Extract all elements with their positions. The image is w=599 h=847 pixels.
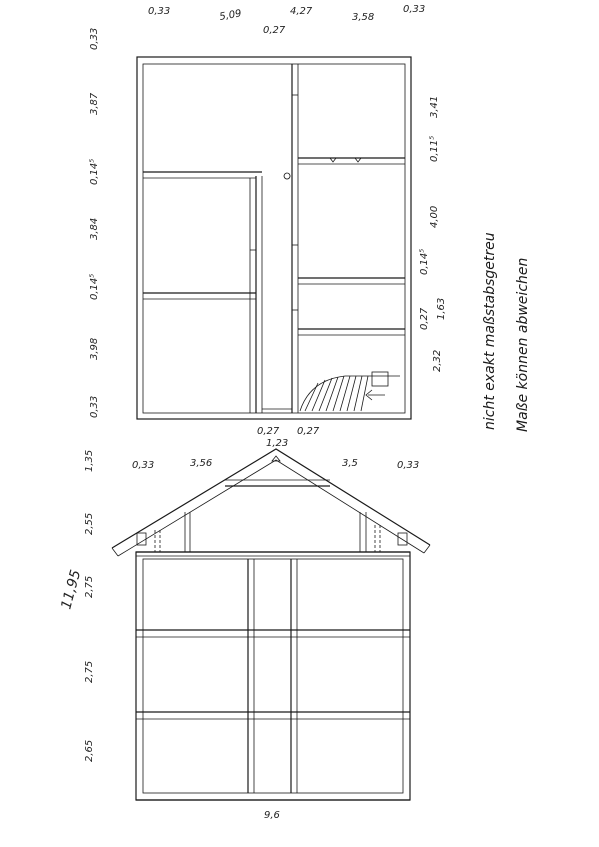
notes [482,232,531,432]
plan-outer-wall [137,57,411,419]
plan-right-dim-3: 4,00 [429,205,440,228]
plan-right-dim-7: 2,32 [432,349,443,372]
section-outer-wall [136,552,410,800]
note-not-to-scale: nicht exakt maßstabsgetreu [482,232,498,430]
plan-bottom-dim-3: 0,27 [297,426,320,437]
plan-left-dim-3: 0,14⁵ [89,158,100,185]
plan-top-dim-1: 0,33 [148,6,171,17]
plan-bottom-dim-1: 0,27 [257,426,280,437]
plan-top-dim-2: 5,09 [218,8,243,23]
plan-left-dim-6: 3,98 [89,337,100,360]
section-left-dim-5: 2,65 [84,739,95,762]
floor-plan [137,57,411,419]
section-left-dim-4: 2,75 [84,660,95,683]
note-dimensions-may-vary: Maße können abweichen [515,257,531,432]
roof [112,449,430,556]
roof-dim-1: 0,33 [132,460,155,471]
roof-dim-3: 3,5 [342,458,358,469]
plan-top-dim-5: 0,33 [403,4,426,15]
section-left-dim-1: 1,35 [84,449,95,472]
plan-top-dim-sub: 0,27 [263,25,286,36]
plan-right-dim-1: 3,41 [429,95,440,118]
plan-right-dim-5: 0,27 [419,307,430,330]
plan-right-dim-6: 1,63 [436,297,447,320]
plan-left-dim-2: 3,87 [89,92,100,115]
total-height-dim: 11,95 [58,568,85,612]
plan-left-dim-7: 0,33 [89,395,100,418]
plan-right-dim-4: 0,14⁵ [419,248,430,275]
building-section [112,449,430,800]
section-bottom-dim: 9,6 [264,810,280,821]
plan-left-dim-5: 0,14⁵ [89,273,100,300]
plan-inner-wall [143,64,405,413]
plan-top-dim-4: 3,58 [352,12,375,23]
section-left-dim-2: 2,55 [84,512,95,535]
plan-left-dim-4: 3,84 [89,217,100,240]
plan-bottom-dim-2: 1,23 [266,438,289,449]
plan-right-dim-2: 0,11⁵ [429,135,440,162]
plan-left-dim-1: 0,33 [89,27,100,50]
roof-dim-2: 3,56 [190,458,213,469]
staircase [300,372,400,411]
roof-dim-4: 0,33 [397,460,420,471]
section-left-dim-3: 2,75 [84,575,95,598]
section-dimensions [58,450,419,821]
plan-top-dim-3: 4,27 [290,6,313,17]
